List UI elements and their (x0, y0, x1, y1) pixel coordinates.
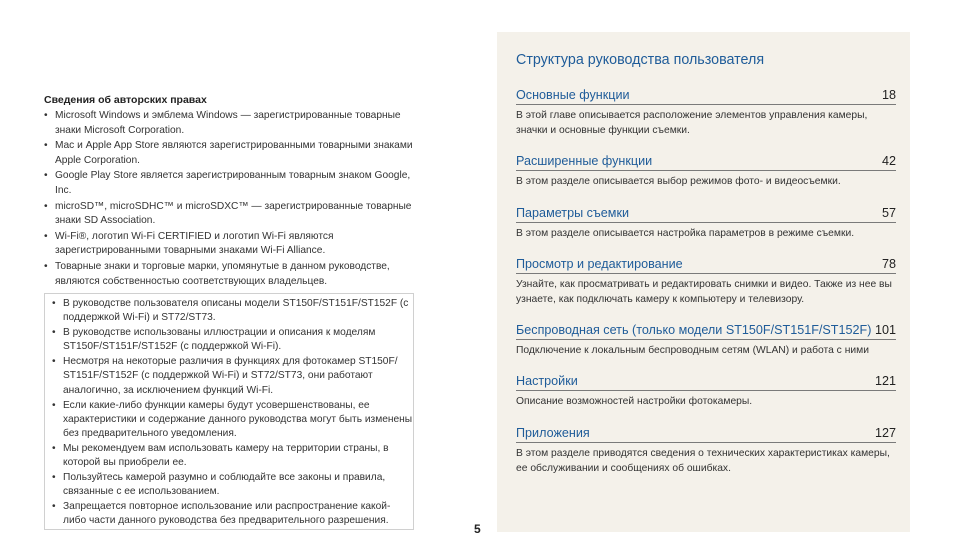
toc-page-number: 78 (881, 256, 896, 271)
toc-link-shooting-options[interactable]: Параметры съемки (516, 205, 630, 220)
toc-page-number: 42 (881, 154, 896, 169)
copyright-item: • Microsoft Windows и эмблема Windows — зарегистрированные товарные знаки Microsoft Corporation. (44, 109, 424, 138)
toc-entry-header (516, 374, 896, 391)
toc-description: Узнайте, как просматривать и редактировать снимки и видео. Также из нее вы узнаете, как подключать камеру к компьютеру и телевизору. (516, 278, 892, 306)
note-item: • В руководстве использованы иллюстрации и описания к моделям ST150F/ST151F/ST152F (с поддержкой Wi-Fi). (52, 326, 413, 354)
toc-entry-header (516, 88, 896, 105)
toc-entry-header (516, 257, 896, 274)
toc-link-wireless-network[interactable]: Беспроводная сеть (только модели ST150F/ST151F/ST152F) (516, 323, 872, 338)
note-item: • Запрещается повторное использование или распространение какой-либо части данного руководства без предварительного разрешения. (52, 500, 413, 528)
toc-panel (497, 32, 910, 532)
toc-entry-header (516, 426, 896, 443)
copyright-item: • Товарные знаки и торговые марки, упомянутые в данном руководстве, являются собственностью соответствующих владельцев. (44, 260, 424, 289)
toc-entry-appendix (516, 426, 896, 476)
toc-page-number: 101 (874, 323, 896, 338)
copyright-section (44, 94, 424, 290)
toc-entry-header (516, 154, 896, 171)
copyright-item: • Google Play Store является зарегистрированным товарным знаком Google, Inc. (44, 169, 424, 198)
copyright-item: • Wi-Fi®, логотип Wi-Fi CERTIFIED и логотип Wi-Fi являются зарегистрированными товарными знаками Wi-Fi Alliance. (44, 230, 424, 259)
toc-link-appendix[interactable]: Приложения (516, 425, 590, 440)
page-number: 5 (474, 522, 481, 536)
notes-box (44, 293, 414, 530)
toc-list (516, 88, 896, 476)
toc-link-extended-functions[interactable]: Расширенные функции (516, 154, 653, 169)
note-item: • Если какие-либо функции камеры будут усовершенствованы, ее характеристики и содержание данного руководства могут быть изменены без предварительного уведомления. (52, 399, 413, 441)
toc-entry-shooting-options (516, 206, 896, 241)
copyright-item: • microSD™, microSDHC™ и microSDXC™ — зарегистрированные товарные знаки SD Association. (44, 200, 424, 229)
toc-description: В этом разделе приводятся сведения о технических характеристиках камеры, ее обслуживании и сообщениях об ошибках. (516, 447, 890, 474)
toc-entry-settings (516, 374, 896, 409)
toc-link-basic-functions[interactable]: Основные функции (516, 88, 630, 102)
toc-entry-header (516, 323, 896, 340)
toc-entry-wireless-network (516, 323, 896, 358)
note-item: • Пользуйтесь камерой разумно и соблюдайте все законы и правила, связанные с ее использованием. (52, 471, 413, 499)
toc-entry-basic-functions (516, 88, 896, 138)
toc-description: Подключение к локальным беспроводным сетям (WLAN) и работа с ними (516, 345, 869, 357)
note-item: • Несмотря на некоторые различия в функциях для фотокамер ST150F/ ST151F/ST152F (с поддержкой Wi-Fi) и ST72/ST73, они работают аналогично, за исключением функций Wi-Fi. (52, 355, 413, 397)
toc-page-number: 127 (874, 425, 896, 440)
toc-page-number: 57 (881, 205, 896, 220)
toc-entry-header (516, 206, 896, 223)
toc-page-number: 18 (881, 88, 896, 102)
notes-list (52, 297, 413, 529)
toc-link-playback-editing[interactable]: Просмотр и редактирование (516, 256, 683, 271)
toc-description: В этом разделе описывается выбор режимов фото- и видеосъемки. (516, 176, 841, 188)
toc-entry-extended-functions (516, 154, 896, 189)
copyright-heading: Сведения об авторских правах (44, 94, 207, 106)
toc-entry-playback-editing (516, 257, 896, 307)
toc-description: В этой главе описывается расположение элементов управления камеры, значки и основные функции съемки. (516, 110, 868, 137)
copyright-item: • Mac и Apple App Store являются зарегистрированными товарными знаками Apple Corporation. (44, 139, 424, 168)
copyright-list (44, 109, 424, 289)
note-item: • Мы рекомендуем вам использовать камеру на территории страны, в которой вы приобрели ее. (52, 442, 413, 470)
toc-description: Описание возможностей настройки фотокамеры. (516, 396, 753, 408)
toc-link-settings[interactable]: Настройки (516, 374, 578, 389)
toc-page-number: 121 (874, 374, 896, 389)
toc-description: В этом разделе описывается настройка параметров в режиме съемки. (516, 227, 855, 239)
note-item: • В руководстве пользователя описаны модели ST150F/ST151F/ST152F (с поддержкой Wi-Fi) и ST72/ST73. (52, 297, 413, 325)
toc-title: Структура руководства пользователя (516, 52, 765, 68)
